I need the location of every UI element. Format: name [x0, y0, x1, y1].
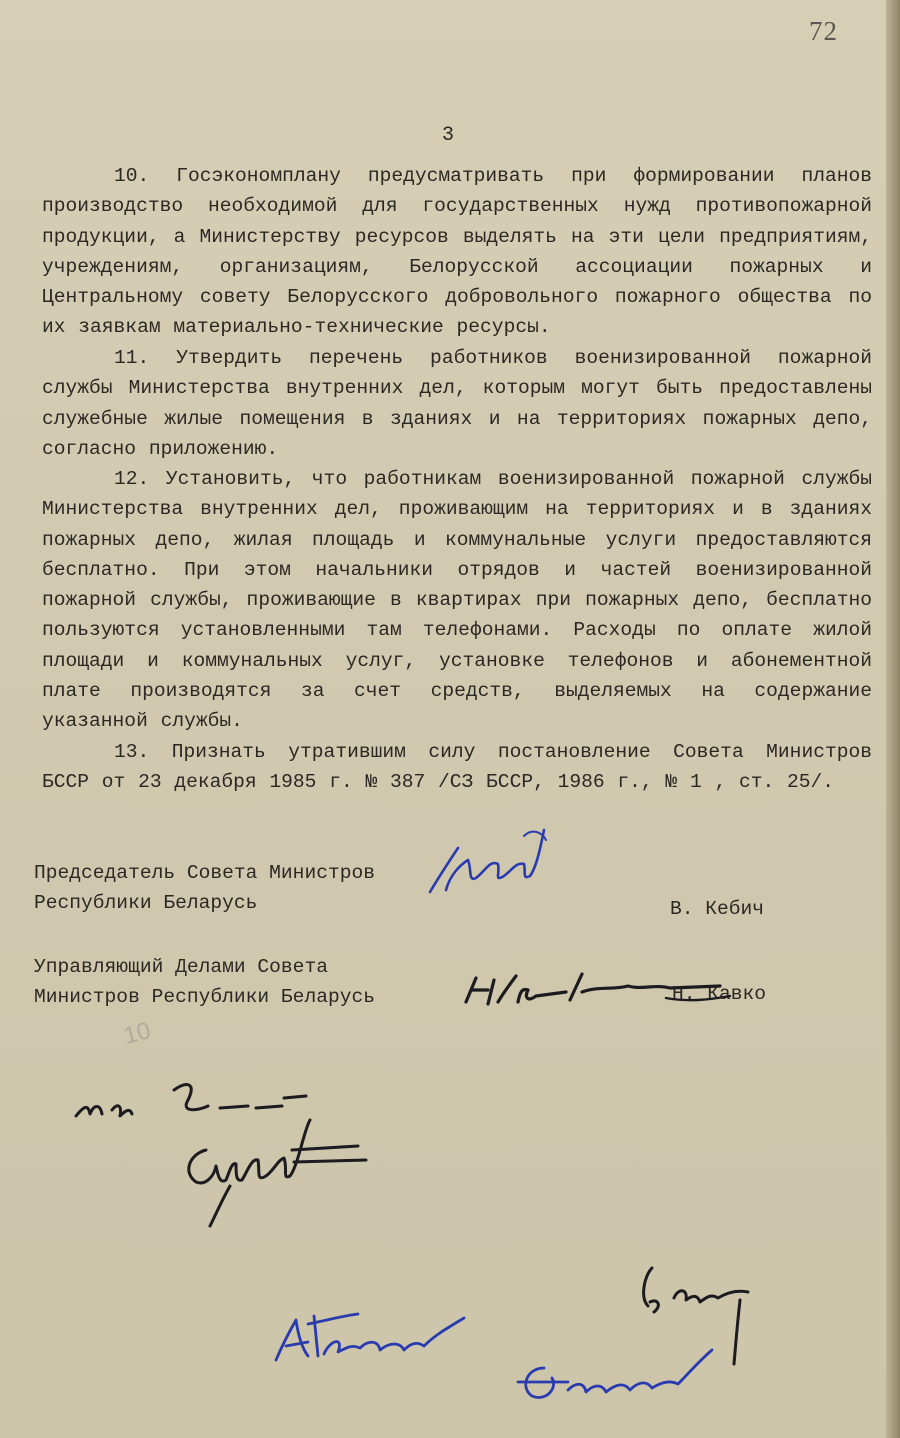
manager-signature — [458, 962, 738, 1022]
paragraph-11 — [42, 343, 872, 464]
signatory-chairman-name: В. Кебич — [670, 898, 765, 920]
paragraph-text: Госэкономплану предусматривать при формировании планов производство необходимой для государственных нужд противопожарной продукции, а Министерству ресурсов выделять на эти цели предприятиям, учреждениям, организациям, Белорусской ассоциации пожарных и Центральному совету Белорусского добровольного пожарного общества по их заявкам материально-технические ресурсы. — [42, 165, 872, 339]
paragraph-12 — [42, 464, 872, 737]
chairman-signature — [420, 820, 560, 900]
margin-note: 10 — [121, 1017, 154, 1050]
signatory-chairman-title — [34, 858, 375, 918]
paragraph-text: Утвердить перечень работников военизированной пожарной службы Министерства внутренних дел, которым могут быть предоставлены служебные жилые помещения в зданиях и на территориях пожарных депо, согласно приложению. — [42, 347, 872, 460]
blue-signature-left — [268, 1290, 488, 1380]
sheet-number: 3 — [442, 124, 455, 147]
paragraph-number: 10. — [114, 165, 150, 187]
paragraph-13 — [42, 737, 872, 798]
paragraph-number: 13. — [114, 741, 150, 763]
paragraph-text: Установить, что работникам военизированной пожарной службы Министерства внутренних дел, проживающим на территориях и в зданиях пожарных депо, жилая площадь и коммунальные услуги предоставляются бесплатно. При этом начальники отрядов и частей военизированной пожарной службы, проживающие в квартирах при пожарных депо, бесплатно пользуются установленными там телефонами. Расходы по оплате жилой площади и коммунальных услуг, установке телефонов и абонементной плате производятся за счет средств, выделяемых на содержание указанной службы. — [42, 468, 872, 733]
blue-signature-bottom — [512, 1338, 722, 1418]
handwritten-signature-cyrillic — [170, 1110, 380, 1230]
paragraph-number: 11. — [114, 347, 150, 369]
paragraph-text: Признать утратившим силу постановление Совета Министров БССР от 23 декабря 1985 г. № 387 /СЗ БССР, 1986 г., № 1 , ст. 25/. — [42, 741, 872, 794]
signatory-title-line: Министров Республики Беларусь — [34, 986, 375, 1008]
signatory-manager-name: Н. Кавко — [672, 983, 767, 1005]
archive-page-number: 72 — [809, 16, 838, 46]
paragraph-10 — [42, 161, 872, 343]
signatory-title-line: Управляющий Делами Совета — [34, 956, 328, 978]
signatory-title-line: Республики Беларусь — [34, 892, 258, 914]
paragraph-number: 12. — [114, 468, 150, 490]
paper-edge — [886, 0, 900, 1438]
signatory-title-line: Председатель Совета Министров — [34, 862, 375, 884]
signatory-manager-title — [34, 952, 375, 1012]
